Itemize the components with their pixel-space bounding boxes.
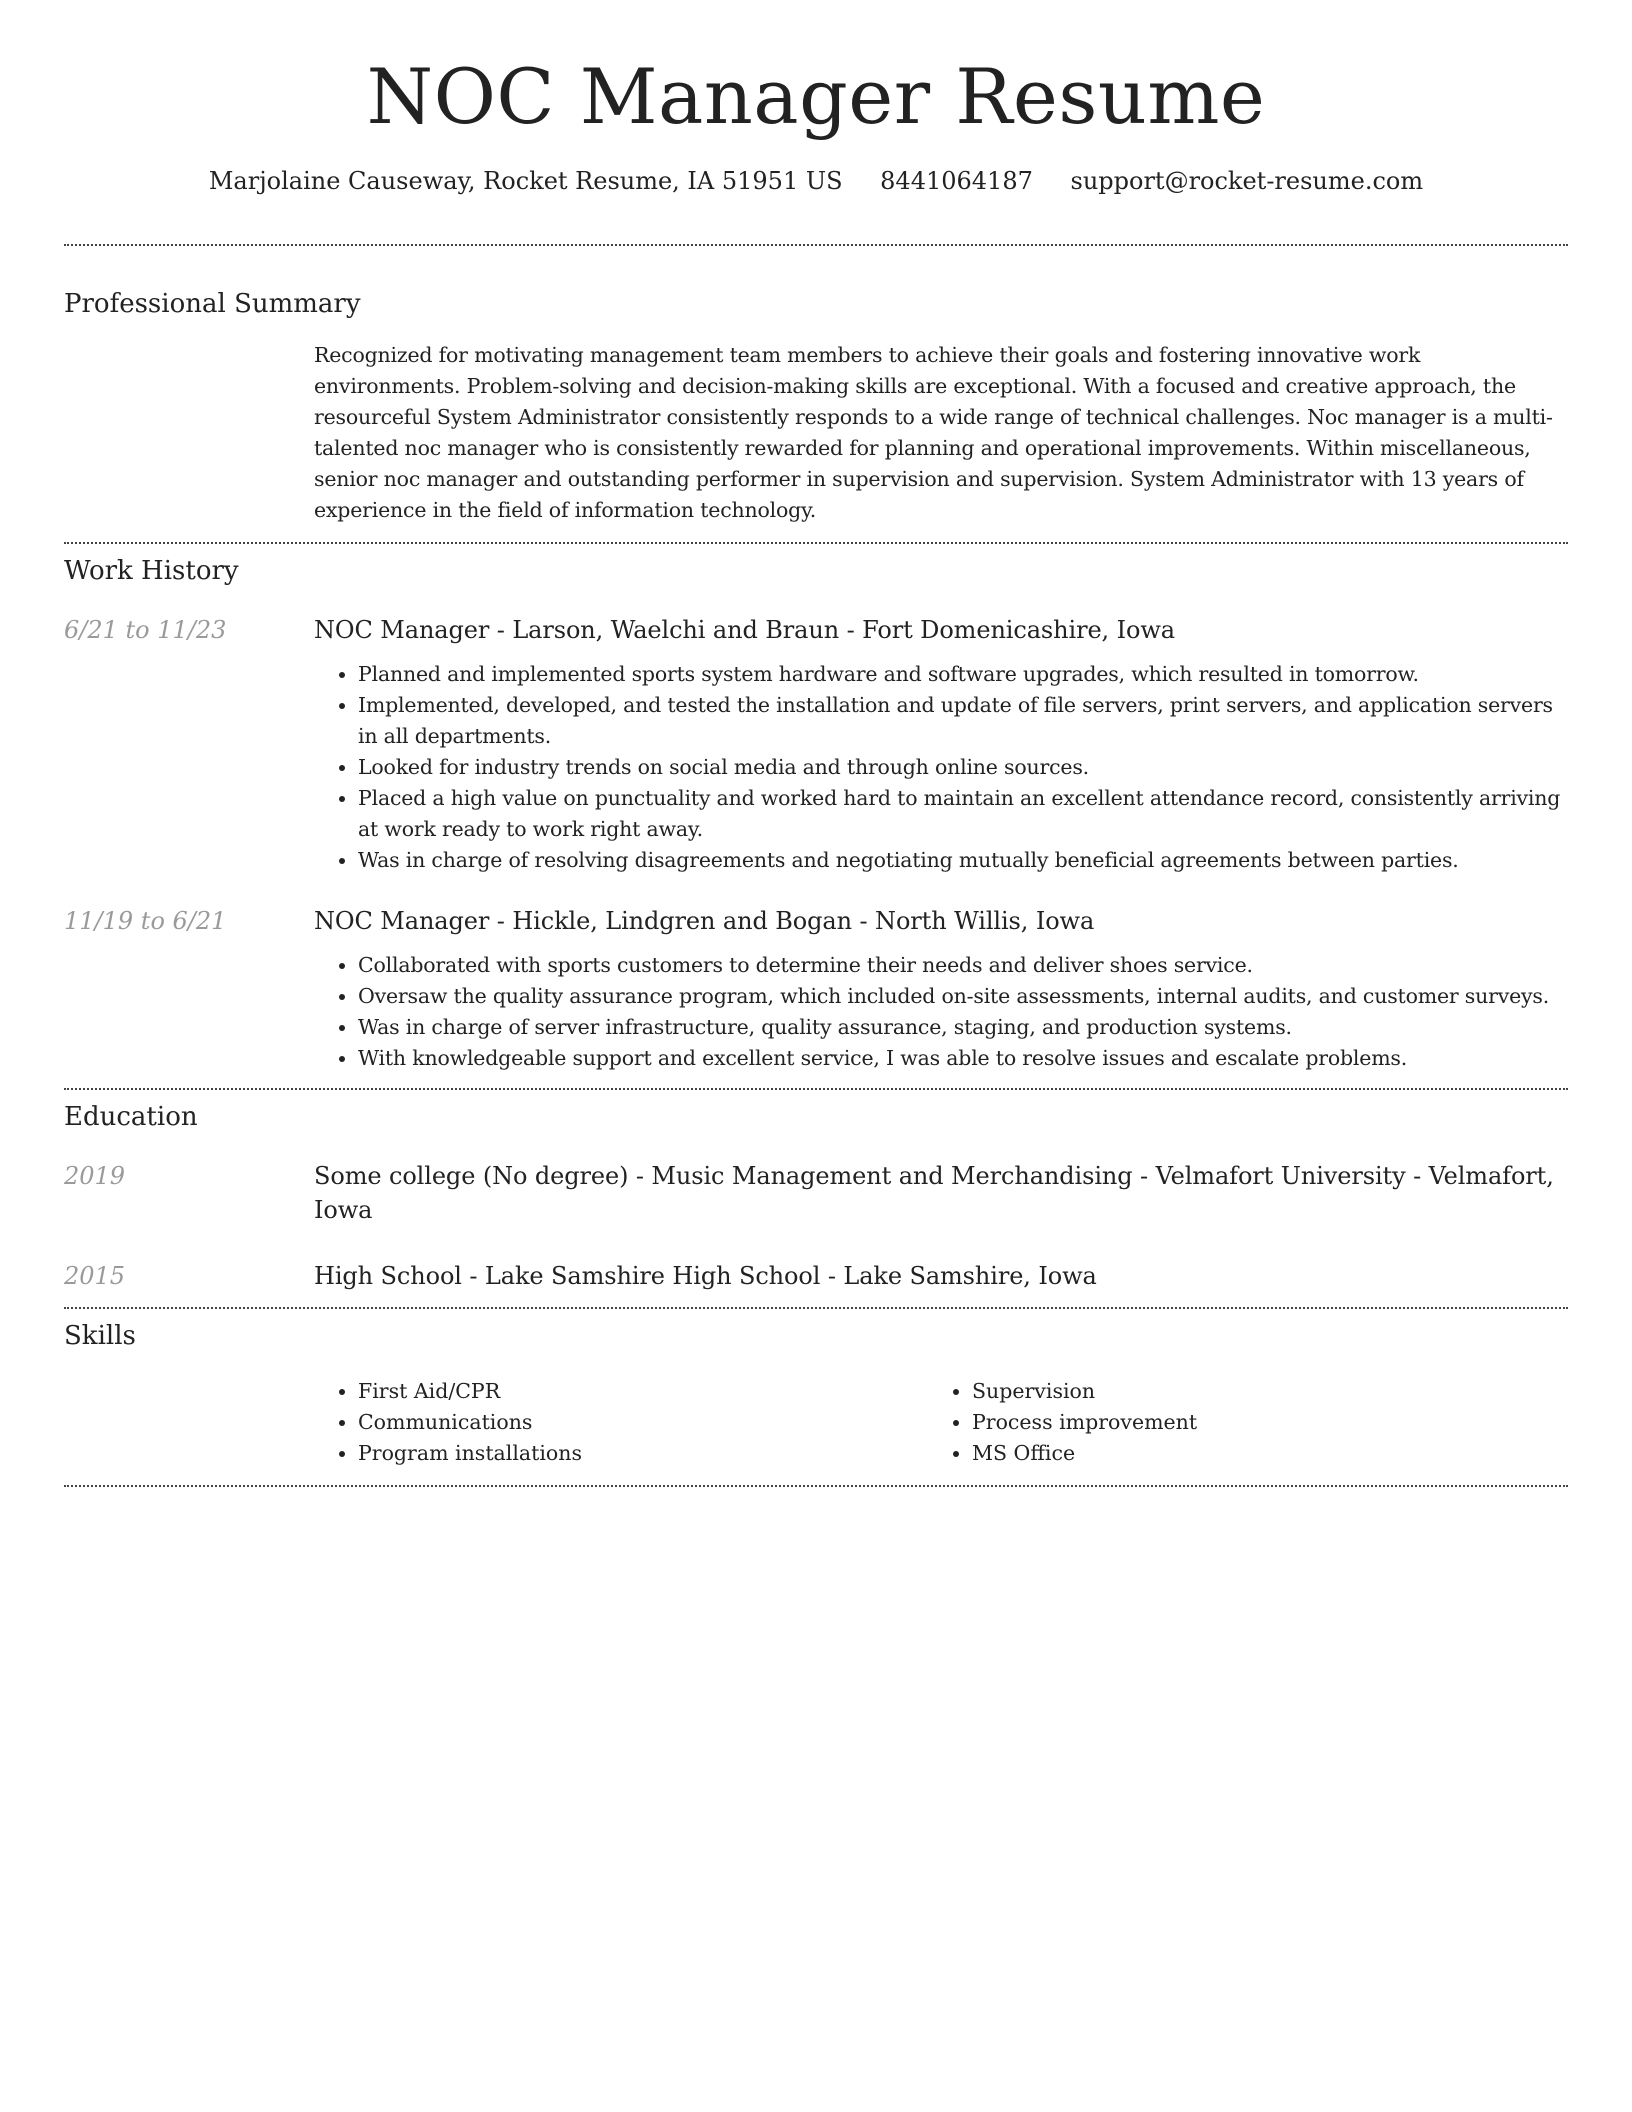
resume-page (64, 0, 1568, 1487)
education-entry (64, 1159, 1568, 1227)
job-bullet: • Oversaw the quality assurance program, which included on-site assessments, internal audits, and customer surveys. (358, 981, 1568, 1012)
section-title-work-history: Work History (64, 556, 239, 586)
job-body (314, 904, 1568, 1074)
job-title: NOC Manager - Hickle, Lindgren and Bogan - North Willis, Iowa (314, 907, 1095, 935)
section-divider (64, 1485, 1568, 1487)
job-bullet: • Implemented, developed, and tested the installation and update of file servers, print servers, and application servers in all departments. (358, 690, 1568, 752)
contact-address: Marjolaine Causeway, Rocket Resume, IA 51951 US (208, 167, 843, 195)
skills-column-right (928, 1376, 1542, 1469)
job-bullet: • Placed a high value on punctuality and worked hard to maintain an excellent attendance record, consistently arriving at work ready to work right away. (358, 783, 1568, 845)
section-divider (64, 244, 1568, 246)
job-title: NOC Manager - Larson, Waelchi and Braun - Fort Domenicashire, Iowa (314, 616, 1175, 644)
job-bullet: • Was in charge of resolving disagreements and negotiating mutually beneficial agreements between parties. (358, 845, 1568, 876)
skill-item: • Communications (358, 1407, 928, 1438)
contact-email: support@rocket-resume.com (1070, 167, 1424, 195)
education-text: Some college (No degree) - Music Management and Merchandising - Velmafort University - Velmafort, Iowa (314, 1162, 1554, 1224)
job-bullet: • Collaborated with sports customers to determine their needs and deliver shoes service. (358, 950, 1568, 981)
resume-title: NOC Manager Resume (366, 52, 1266, 141)
education-year: 2015 (64, 1262, 126, 1290)
job-bullet: • Looked for industry trends on social media and through online sources. (358, 752, 1568, 783)
job-dates: 11/19 to 6/21 (64, 907, 227, 935)
contact-line (64, 166, 1568, 196)
job-bullet: • Planned and implemented sports system hardware and software upgrades, which resulted in tomorrow. (358, 659, 1568, 690)
education-body (314, 1159, 1568, 1227)
education-entry (64, 1259, 1568, 1293)
skill-item: • Supervision (972, 1376, 1542, 1407)
education-text: High School - Lake Samshire High School - Lake Samshire, Iowa (314, 1262, 1097, 1290)
section-title-skills: Skills (64, 1321, 136, 1351)
skill-item: • MS Office (972, 1438, 1542, 1469)
job-dates: 6/21 to 11/23 (64, 616, 227, 644)
skill-item: • Process improvement (972, 1407, 1542, 1438)
education-body (314, 1259, 1568, 1293)
skills-column-left (314, 1376, 928, 1469)
contact-phone: 8441064187 (880, 167, 1033, 195)
section-divider (64, 1307, 1568, 1309)
job-entry (64, 904, 1568, 1074)
skill-item: • Program installations (358, 1438, 928, 1469)
section-divider (64, 1088, 1568, 1090)
skill-item: • First Aid/CPR (358, 1376, 928, 1407)
job-bullet: • With knowledgeable support and excellent service, I was able to resolve issues and escalate problems. (358, 1043, 1568, 1074)
education-year: 2019 (64, 1162, 126, 1190)
section-title-education: Education (64, 1102, 198, 1132)
job-bullets (314, 950, 1568, 1074)
skills-list (314, 1376, 1568, 1469)
job-body (314, 613, 1568, 876)
job-bullets (314, 659, 1568, 876)
job-entry (64, 613, 1568, 876)
job-bullet: • Was in charge of server infrastructure, quality assurance, staging, and production systems. (358, 1012, 1568, 1043)
section-title-summary: Professional Summary (64, 289, 361, 319)
summary-text: Recognized for motivating management team members to achieve their goals and fostering innovative work environments. Problem-solving and decision-making skills are exceptional. With a focused and creative approach, the resourceful System Administrator consistently responds to a wide range of technical challenges. Noc manager is a multi-talented noc manager who is consistently rewarded for planning and operational improvements. Within miscellaneous, senior noc manager and outstanding performer in supervision and supervision. System Administrator with 13 years of experience in the field of information technology. (314, 343, 1553, 522)
section-divider (64, 542, 1568, 544)
